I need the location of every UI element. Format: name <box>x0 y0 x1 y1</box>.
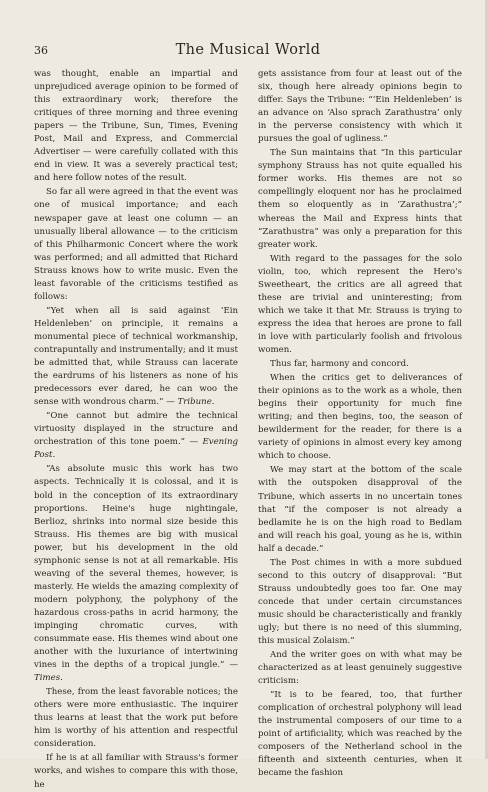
paragraph <box>34 305 238 409</box>
paragraph-text: With regard to the passages for the solo violin, too, which represent the Hero's Sweetheart, the critics are all agreed that these are trivial and uninteresting; from which we take it that Mr. Strauss is trying to express the idea that heroes are prone to fall in love with particularly foolish and frivolous women. <box>258 253 462 355</box>
citation: Times. <box>34 673 63 684</box>
paragraph-text: The Sun maintains that “In this particular symphony Strauss has not quite equalled his former works. His themes are not so compellingly eloquent nor has he proclaimed them so eloquently as in ‘Zarathustra’;” whereas the Mail and Express hints that “Zarathustra” was only a preparation for this greater work. <box>258 148 462 250</box>
citation: Evening Post. <box>34 437 238 461</box>
paragraph <box>258 689 462 780</box>
paragraph <box>258 253 462 357</box>
paragraph-text: gets assistance from four at least out of the six, though here already opinions begin to differ. Says the Tribune: “‘Ein Heldenleben’ is an advance on ‘Also sprach Zarathustra’ only in the perverse consistency with which it pursues the goal of ugliness.” <box>258 69 462 145</box>
page-number: 36 <box>34 44 48 57</box>
paragraph <box>258 147 462 251</box>
paragraph-text: If he is at all familiar with Strauss's former works, and wishes to compare this with those, he <box>34 753 238 790</box>
paragraph-text: was thought, enable an impartial and unprejudiced average opinion to be formed of this extraordinary work; therefore the critiques of three morning and three evening papers — the Tribune, Sun, Times, Evening Post, Mail and Express, and Commercial Advertiser — were carefully collated with this end in view. It was a severely practical test; and here follow notes of the result. <box>34 69 238 184</box>
paragraph-text: “One cannot but admire the technical virtuosity displayed in the structure and orchestration of this tone poem.” — <box>34 411 238 448</box>
paragraph <box>34 686 238 751</box>
paragraph-text: When the critics get to deliverances of their opinions as to the work as a whole, then begins their opportunity for much fine writing; and then begins, too, the season of bewilderment for the reader, for there is a variety of opinions in almost every key among which to choose. <box>258 373 462 462</box>
paragraph <box>258 649 462 688</box>
paragraph-text: Thus far, harmony and concord. <box>270 359 409 370</box>
paragraph <box>34 463 238 685</box>
right-column <box>258 68 462 779</box>
paragraph-text: These, from the least favorable notices; the others were more enthusiastic. The inquirer thus learns at least that the work put before him is worthy of his attention and respectful consideration. <box>34 687 238 750</box>
paragraph-text: The Post chimes in with a more subdued second to this outcry of disapproval: “But Strauss undoubtedly goes too far. One may concede that under certain circumstances music should be characteristically and frankly ugly; but there is no need of this slumming, this musical Zolaism.” <box>258 557 462 647</box>
paragraph <box>34 752 238 791</box>
paragraph <box>258 372 462 463</box>
paragraph <box>258 464 462 555</box>
citation: Tribune. <box>177 397 215 408</box>
paragraph <box>258 68 462 146</box>
paragraph-text: “It is to be feared, too, that further complication of orchestral polyphony will lead the instrumental composers of our time to a point of artificiality, which was reached by the composers of the Netherland school in the fifteenth and sixteenth centuries, when it became the fashion <box>258 690 462 779</box>
running-title: The Musical World <box>175 42 321 58</box>
paragraph <box>258 358 462 371</box>
left-column <box>34 68 238 790</box>
paragraph <box>34 186 238 303</box>
paragraph <box>34 410 238 462</box>
paragraph-text: And the writer goes on with what may be characterized as at least genuinely suggestive criticism: <box>258 650 462 687</box>
paragraph-text: So far all were agreed in that the event was one of musical importance; and each newspaper gave at least one column — an unusually liberal allowance — to the criticism of this Philharmonic Concert where the work was performed; and all admitted that Richard Strauss knows how to write music. Even the least favorable of the criticisms testified as follows: <box>34 187 238 302</box>
paragraph-text: We may start at the bottom of the scale with the outspoken disapproval of the Tribune, which asserts in no uncertain tones that “if the composer is not already a bedlamite he is on the high road to Bedlam and will reach his goal, young as he is, within half a decade.” <box>258 465 462 554</box>
paragraph <box>34 68 238 185</box>
paragraph <box>258 557 462 648</box>
paragraph-text: “Yet when all is said against ‘Ein Heldenleben’ on principle, it remains a monumental piece of technical workmanship, contrapuntally and instrumentally; and it must be admitted that, while Strauss can lacerate the eardrums of his listeners as none of his predecessors ever dared, he can woo the sense with wondrous charm.” — <box>34 305 238 408</box>
page-header <box>34 42 462 62</box>
text-columns <box>34 68 462 790</box>
paragraph-text: “As absolute music this work has two aspects. Technically it is colossal, and it is bold in the conception of its extraordinary proportions. Heine's huge nightingale, Berlioz, shrinks into normal size beside this Strauss. His themes are big with musical power, but his development in the old symphonic sense is not at all remarkable. His weaving of the several themes, however, is masterly. He wields the amazing complexity of modern polyphony, the polyphony of the hazardous cross-paths in acrid harmony, the impinging chromatic curves, with consummate ease. His themes wind about one another with the luxuriance of intertwining vines in the depths of a tropical jungle.” — <box>34 464 238 671</box>
